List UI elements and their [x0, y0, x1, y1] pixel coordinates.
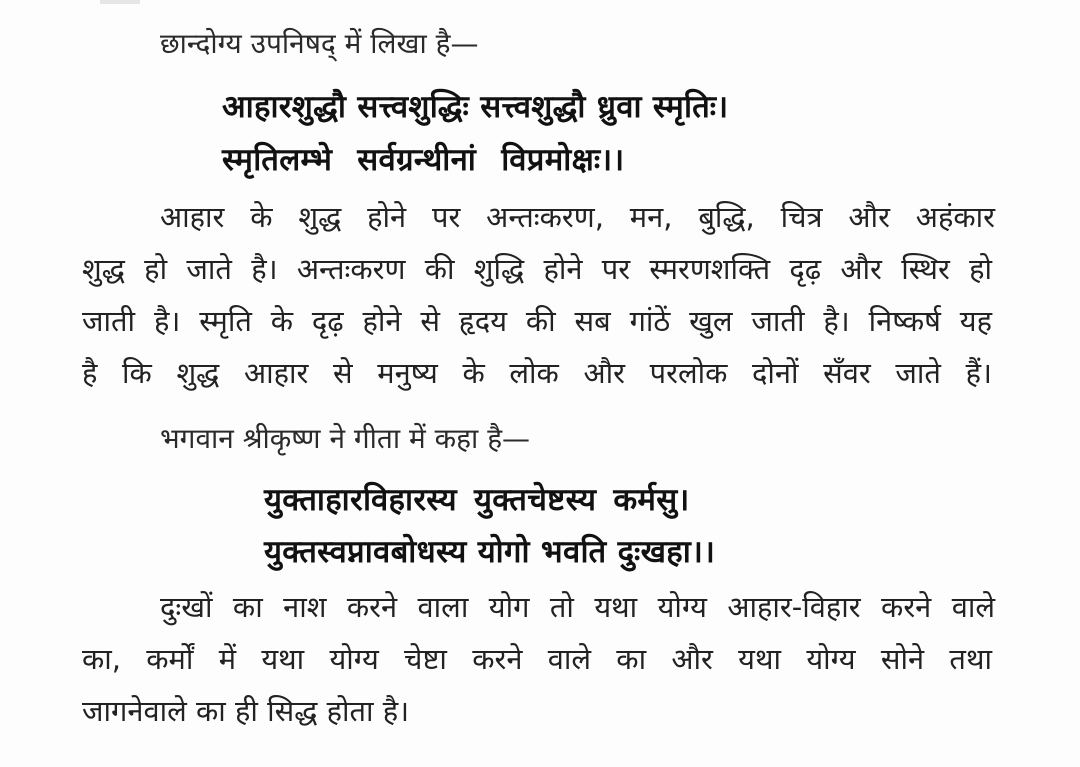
explanation-line: आहार के शुद्ध होने पर अन्तःकरण, मन, बुद्धि, चित्र और अहंकार	[160, 200, 995, 234]
scan-artifact	[100, 0, 140, 4]
explanation-line: शुद्ध हो जाते है। अन्तःकरण की शुद्धि होने पर स्मरणशक्ति दृढ़ और स्थिर हो	[82, 252, 992, 286]
verse-gita-line-2: युक्तस्वप्नावबोधस्य योगो भवति दुःखहा।।	[264, 534, 716, 570]
explanation-line: दुःखों का नाश करने वाला योग तो यथा योग्य आहार-विहार करने वाले	[160, 590, 995, 624]
explanation-line: जाती है। स्मृति के दृढ़ होने से हृदय की सब गांठें खुल जाती है। निष्कर्ष यह	[82, 304, 992, 338]
verse-chandogya-line-1: आहारशुद्धौ सत्त्वशुद्धिः सत्त्वशुद्धौ ध्रुवा स्मृतिः।	[222, 89, 729, 125]
intro-gita: भगवान श्रीकृष्ण ने गीता में कहा है—	[160, 422, 531, 455]
verse-chandogya-line-2: स्मृतिलम्भे सर्वग्रन्थीनां विप्रमोक्षः।।	[222, 142, 625, 178]
explanation-line: है कि शुद्ध आहार से मनुष्य के लोक और परलोक दोनों सँवर जाते हैं।	[82, 356, 992, 390]
explanation-line: का, कर्मों में यथा योग्य चेष्टा करने वाले का और यथा योग्य सोने तथा	[82, 642, 992, 676]
explanation-line: जागनेवाले का ही सिद्ध होता है।	[82, 694, 410, 728]
intro-chandogya: छान्दोग्य उपनिषद् में लिखा है—	[160, 27, 479, 60]
verse-gita-line-1: युक्ताहारविहारस्य युक्तचेष्टस्य कर्मसु।	[264, 482, 690, 518]
